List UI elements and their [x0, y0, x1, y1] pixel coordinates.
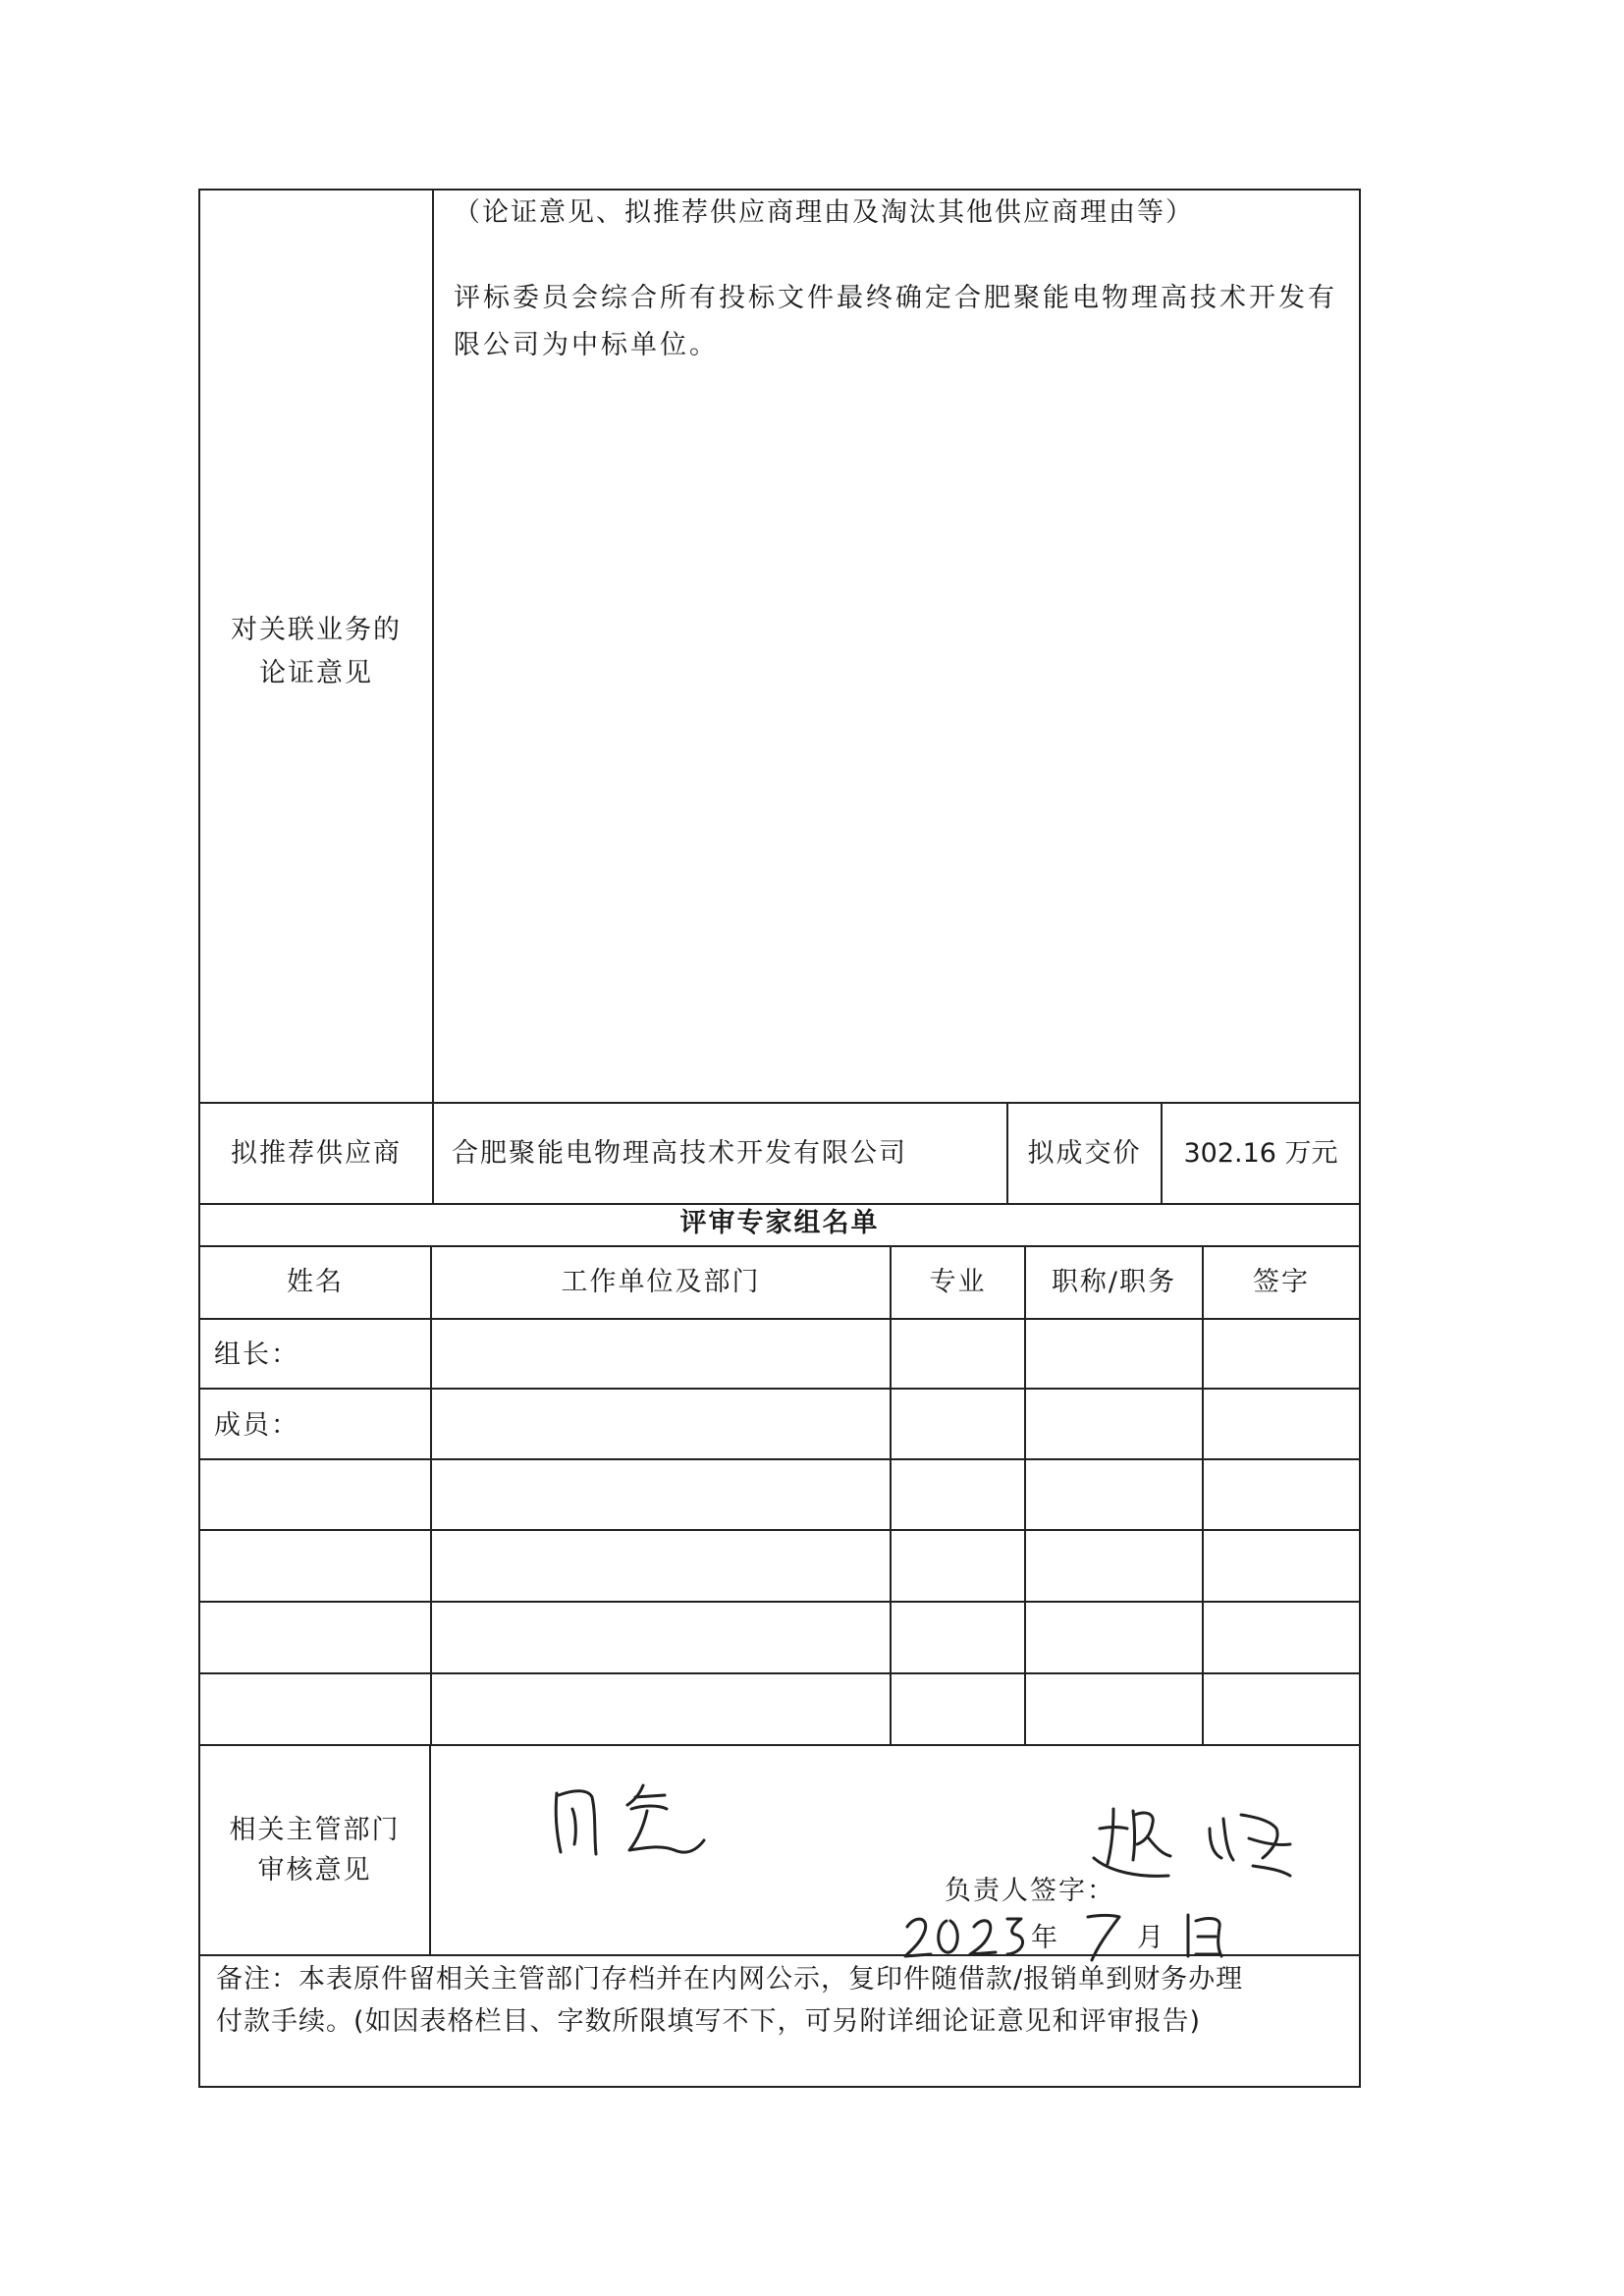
- table-right-border: [1359, 189, 1361, 2088]
- label-column-divider-top: [432, 189, 434, 1205]
- recommend-label: 拟推荐供应商: [231, 1138, 402, 1169]
- experts-header-specialty: 专业: [929, 1267, 987, 1297]
- experts-row6-bottom-border: [198, 1744, 1361, 1746]
- table-top-border: [198, 189, 1361, 191]
- review-label-line1: 相关主管部门: [229, 1815, 401, 1845]
- opinion-text-line2: 限公司为中标单位。: [454, 330, 719, 360]
- opinion-bottom-border: [198, 1102, 1361, 1104]
- experts-title: 评审专家组名单: [679, 1208, 880, 1238]
- experts-row-leader-name: 组长：: [214, 1339, 299, 1370]
- experts-title-bottom-border: [198, 1245, 1361, 1247]
- price-value: 302.16 万元: [1183, 1138, 1338, 1169]
- review-label-line2: 审核意见: [257, 1855, 372, 1886]
- experts-header-bottom-border: [198, 1318, 1361, 1320]
- experts-header-signature: 签字: [1253, 1267, 1310, 1297]
- experts-header-name: 姓名: [287, 1267, 344, 1297]
- table-bottom-border: [198, 2086, 1361, 2088]
- experts-header-unit: 工作单位及部门: [561, 1267, 761, 1297]
- price-label: 拟成交价: [1027, 1138, 1142, 1169]
- review-column-divider: [429, 1744, 431, 1956]
- experts-row3-bottom-border: [198, 1529, 1361, 1531]
- experts-row-member-name: 成员：: [214, 1410, 299, 1441]
- experts-row2-bottom-border: [198, 1458, 1361, 1460]
- experts-header-title: 职称/职务: [1051, 1267, 1177, 1297]
- experts-col-divider-4: [1202, 1245, 1204, 1746]
- handwritten-responsible-signature: [1080, 1789, 1316, 1892]
- experts-col-divider-3: [1024, 1245, 1026, 1746]
- handwritten-approval-signature: [545, 1776, 712, 1864]
- opinion-label-line2: 论证意见: [259, 658, 373, 688]
- date-year-char: 年: [1031, 1923, 1059, 1953]
- note-line1: 备注：本表原件留相关主管部门存档并在内网公示，复印件随借款/报销单到财务办理: [216, 1964, 1244, 1995]
- experts-row4-bottom-border: [198, 1601, 1361, 1603]
- experts-col-divider-2: [890, 1245, 892, 1746]
- note-line2: 付款手续。(如因表格栏目、字数所限填写不下，可另附详细论证意见和评审报告): [216, 2006, 1202, 2037]
- review-signer-label: 负责人签字：: [945, 1876, 1115, 1906]
- date-month-char: 月: [1137, 1923, 1165, 1953]
- experts-col-divider-1: [430, 1245, 432, 1746]
- recommend-supplier: 合肥聚能电物理高技术开发有限公司: [452, 1138, 907, 1169]
- handwritten-date: [901, 1905, 1225, 1964]
- opinion-hint: （论证意见、拟推荐供应商理由及淘汰其他供应商理由等）: [454, 197, 1194, 228]
- experts-row5-bottom-border: [198, 1672, 1361, 1674]
- opinion-label-line1: 对关联业务的: [231, 615, 402, 645]
- opinion-text-line1: 评标委员会综合所有投标文件最终确定合肥聚能电物理高技术开发有: [454, 283, 1337, 313]
- recommend-bottom-border: [198, 1203, 1361, 1205]
- experts-row1-bottom-border: [198, 1388, 1361, 1390]
